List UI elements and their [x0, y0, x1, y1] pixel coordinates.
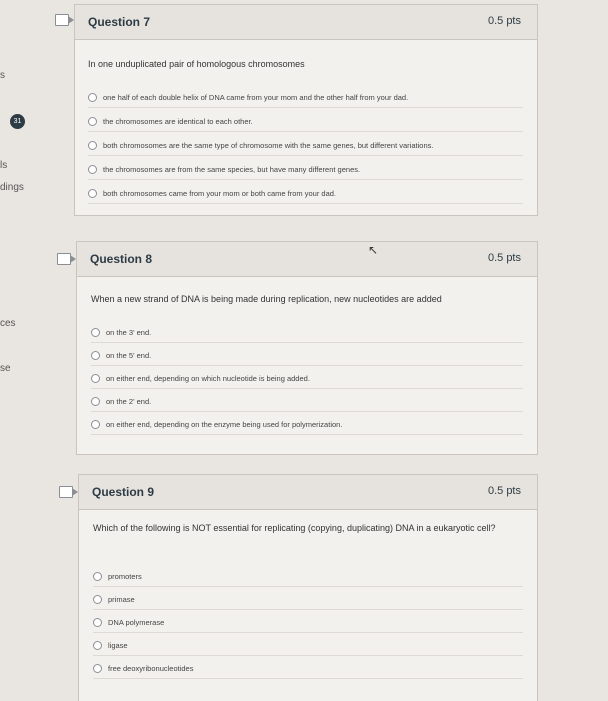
- question-points: 0.5 pts: [487, 485, 521, 497]
- nav-fragment[interactable]: ls: [0, 160, 8, 171]
- answer-option[interactable]: [91, 322, 523, 343]
- answer-label: on either end, depending on the enzyme being used for polymerization.: [106, 419, 343, 429]
- answer-option[interactable]: [88, 87, 523, 108]
- answer-label: free deoxyribonucleotides: [108, 663, 194, 673]
- answer-option[interactable]: [91, 391, 523, 412]
- radio-button[interactable]: [93, 595, 102, 604]
- answer-label: the chromosomes are identical to each other.: [103, 116, 253, 126]
- radio-button[interactable]: [93, 664, 102, 673]
- nav-fragment[interactable]: dings: [0, 182, 24, 193]
- nav-fragment[interactable]: se: [0, 363, 11, 374]
- answer-label: primase: [108, 594, 135, 604]
- question-card-9: [78, 474, 538, 701]
- answer-option[interactable]: [93, 635, 523, 656]
- answer-label: both chromosomes came from your mom or both came from your dad.: [103, 188, 337, 198]
- question-title: Question 9: [92, 485, 155, 499]
- answer-option[interactable]: [93, 589, 523, 610]
- question-title: Question 7: [88, 15, 151, 29]
- question-text: Which of the following is NOT essential for replicating (copying, duplicating) DNA in a eukaryotic cell?: [93, 523, 496, 533]
- answer-label: on the 3' end.: [106, 327, 152, 337]
- answer-label: DNA polymerase: [108, 617, 165, 627]
- question-card-7: [74, 4, 538, 216]
- answer-label: both chromosomes are the same type of chromosome with the same genes, but different variations.: [103, 140, 434, 150]
- radio-button[interactable]: [91, 328, 100, 337]
- radio-button[interactable]: [88, 117, 97, 126]
- radio-button[interactable]: [91, 351, 100, 360]
- nav-fragment[interactable]: ces: [0, 318, 16, 329]
- answer-label: the chromosomes are from the same species, but have many different genes.: [103, 164, 361, 174]
- question-text: In one unduplicated pair of homologous chromosomes: [88, 59, 305, 69]
- answer-option[interactable]: [88, 111, 523, 132]
- radio-button[interactable]: [91, 420, 100, 429]
- answer-label: on either end, depending on which nucleotide is being added.: [106, 373, 310, 383]
- nav-fragment[interactable]: s: [0, 70, 5, 81]
- answer-option[interactable]: [91, 345, 523, 366]
- flag-icon[interactable]: [57, 253, 71, 265]
- radio-button[interactable]: [91, 374, 100, 383]
- left-course-nav: [0, 0, 40, 700]
- radio-button[interactable]: [88, 165, 97, 174]
- answer-option[interactable]: [93, 566, 523, 587]
- radio-button[interactable]: [91, 397, 100, 406]
- answer-option[interactable]: [88, 183, 523, 204]
- answer-label: on the 5' end.: [106, 350, 152, 360]
- answer-label: on the 2' end.: [106, 396, 152, 406]
- question-text: When a new strand of DNA is being made during replication, new nucleotides are added: [91, 294, 442, 304]
- answer-option[interactable]: [93, 658, 523, 679]
- radio-button[interactable]: [93, 618, 102, 627]
- answer-option[interactable]: [91, 414, 523, 435]
- answer-label: ligase: [108, 640, 128, 650]
- radio-button[interactable]: [88, 189, 97, 198]
- question-header: [77, 242, 537, 277]
- radio-button[interactable]: [93, 641, 102, 650]
- answer-option[interactable]: [88, 135, 523, 156]
- answer-option[interactable]: [93, 612, 523, 633]
- answer-option[interactable]: [91, 368, 523, 389]
- radio-button[interactable]: [93, 572, 102, 581]
- answer-label: one half of each double helix of DNA came from your mom and the other half from your dad.: [103, 92, 409, 102]
- question-card-8: [76, 241, 538, 455]
- question-header: [75, 5, 537, 40]
- answer-label: promoters: [108, 571, 142, 581]
- radio-button[interactable]: [88, 141, 97, 150]
- question-header: [79, 475, 537, 510]
- flag-icon[interactable]: [55, 14, 69, 26]
- question-points: 0.5 pts: [487, 252, 521, 264]
- notification-badge: 31: [10, 114, 25, 129]
- radio-button[interactable]: [88, 93, 97, 102]
- mouse-cursor-icon: ↖: [368, 243, 379, 257]
- question-points: 0.5 pts: [487, 15, 521, 27]
- flag-icon[interactable]: [59, 486, 73, 498]
- question-title: Question 8: [90, 252, 153, 266]
- answer-option[interactable]: [88, 159, 523, 180]
